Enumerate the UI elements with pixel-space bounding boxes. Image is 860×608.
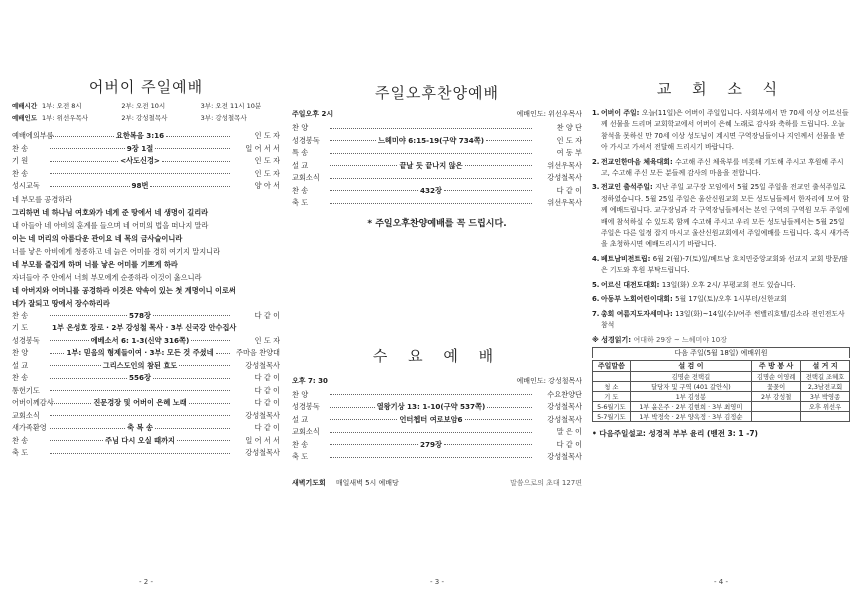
worship-line	[292, 172, 582, 185]
dot-leader	[444, 190, 532, 191]
duty-row	[593, 412, 850, 422]
worship-line	[12, 168, 280, 181]
line-person: 인 도 자	[254, 335, 280, 345]
news-text	[601, 280, 850, 291]
worship-line	[292, 185, 582, 198]
line-person: 강성철목사	[547, 414, 582, 424]
bulletin-page-3	[292, 0, 582, 608]
duty-cell: 전택길 조혜호	[801, 372, 850, 382]
dot-leader	[330, 457, 532, 458]
line-role: 찬 송	[12, 168, 29, 178]
service-schedule	[12, 100, 280, 124]
line-content: 98번	[131, 181, 149, 190]
line-content: 432장	[420, 185, 442, 195]
news-heading: 전교인 출석주일:	[601, 183, 656, 192]
worship-line	[12, 385, 280, 398]
service-row	[12, 112, 280, 124]
dot-leader	[179, 365, 230, 366]
line-role: 기 원	[12, 156, 29, 165]
duty-cell: 김명순 전택길	[630, 372, 751, 382]
worship-line	[292, 439, 582, 452]
dot-leader	[50, 453, 230, 454]
duty-cell	[593, 372, 631, 382]
bulletin-page-2	[12, 0, 280, 608]
dot-leader	[330, 394, 532, 395]
line-person: 다 같 이	[254, 310, 280, 320]
dot-leader	[150, 186, 230, 187]
line-person: 여 동 부	[556, 148, 582, 157]
line-role: 찬 송	[12, 310, 29, 320]
worship-line	[12, 322, 280, 335]
wednesday-time: 오후 7: 30	[292, 376, 328, 385]
line-role: 축 도	[292, 452, 309, 461]
duty-header-row	[593, 361, 850, 372]
news-text	[601, 309, 850, 332]
dot-leader	[216, 353, 230, 354]
duty-header: 주 방 봉 사	[752, 361, 801, 372]
news-item	[592, 294, 850, 305]
line-role: 찬 송	[12, 373, 29, 382]
line-role: 교회소식	[292, 173, 320, 182]
line-content: 578장	[129, 310, 151, 320]
verse-line: 내 아들아 네 아비의 훈계를 들으며 네 어미의 법을 떠나지 말라	[12, 220, 209, 230]
dot-leader	[487, 407, 532, 408]
service-cell: 1부: 오전 8시	[42, 102, 82, 110]
service-row	[12, 100, 280, 112]
worship-line	[12, 335, 280, 348]
line-content: 끝날 듯 끝나지 않은	[399, 160, 463, 170]
news-number: 7.	[592, 309, 600, 318]
worship-line	[12, 397, 280, 410]
dot-leader	[50, 173, 230, 174]
worship-line	[12, 130, 280, 143]
news-body: 오늘(11일)은 어버이 주일입니다. 사회부에서 만 70세 이상 어르신들께 선물을 드리며 교회학교에서 어버이 은혜 노래로 감사와 축하를 드립니다. 오늘 참석을 못하신 만 70세 이상 성도님이 계시면 구역장님들이나 지인께서 선물을 받아 가시고 가셔서 전달해 드리시기 바랍니다.	[601, 109, 849, 152]
line-role: 축 도	[12, 448, 29, 457]
line-role: 새가족환영	[12, 423, 47, 432]
line-role: 교회소식	[12, 410, 40, 420]
line-content: 진문경장 및 어버이 은혜 노래	[93, 398, 187, 407]
line-role: 성경봉독	[12, 335, 40, 345]
line-person: 인 도 자	[254, 168, 280, 178]
church-news-list	[592, 108, 850, 331]
duty-cell: 2,3남전교회	[801, 382, 850, 392]
line-content: 느헤미야 6:15-19(구약 734쪽)	[377, 135, 485, 145]
line-content: 279장	[420, 439, 442, 449]
worship-line	[12, 360, 280, 373]
page-number: - 2 -	[139, 578, 153, 586]
order-of-worship-continued	[12, 310, 280, 460]
line-role: 교회소식	[292, 427, 320, 436]
line-content: 축 복 송	[127, 423, 153, 432]
duty-cell: 꽃꽂이	[752, 382, 801, 392]
duty-cell: 1부 박정숙 · 2부 양옥정 · 3부 김정순	[630, 412, 751, 422]
dawn-prayer-info	[292, 478, 582, 488]
dot-leader	[50, 365, 101, 366]
line-role: 찬 송	[292, 185, 309, 195]
line-role: 성경봉독	[292, 402, 320, 411]
line-person: 인 도 자	[254, 156, 280, 165]
service-cell: 3부: 강성철목사	[200, 114, 247, 122]
line-content: 9장 1절	[126, 143, 154, 153]
wednesday-leader: 예배인도: 강성철목사	[516, 376, 582, 385]
news-number: 6.	[592, 295, 600, 304]
wednesday-order-of-worship	[292, 389, 582, 464]
line-person: 다 같 이	[254, 398, 280, 407]
worship-line	[292, 389, 582, 402]
line-content: 556장	[129, 373, 151, 382]
worship-line	[292, 160, 582, 173]
verse-line: 네 아버지와 어머니를 공경하라 이것은 약속이 있는 첫 계명이니 이로써	[12, 285, 236, 295]
news-body: 13일(화)~14일(수)/여주 썬밸리호텔/김소라 전인전도사 참석	[601, 309, 845, 329]
service-cell: 1부: 위선우목사	[42, 114, 89, 122]
dot-leader	[162, 161, 230, 162]
line-person: 일 어 서 서	[245, 143, 280, 153]
line-role: 어버이께감사	[12, 398, 54, 407]
line-person: 인 도 자	[254, 131, 280, 140]
line-role: 찬 양	[292, 123, 309, 132]
duty-cell	[752, 402, 801, 412]
news-item	[592, 280, 850, 291]
afternoon-order-of-worship	[292, 122, 582, 210]
duty-cell	[801, 412, 850, 422]
dot-leader	[50, 136, 114, 137]
bible-reading-range: 여대하 29장 ~ 느헤미야 10장	[633, 336, 727, 345]
news-heading: 총회 여름지도자세미나:	[601, 309, 676, 318]
worship-line	[12, 435, 280, 448]
worship-line	[292, 426, 582, 439]
worship-line	[12, 447, 280, 460]
service-leader: 예배인도: 위선우목사	[516, 110, 582, 118]
line-role: 통헌기도	[12, 385, 40, 395]
duty-caption: 다음 주일(5월 18일) 예배위원	[592, 347, 850, 358]
news-body: 6월 2(월)-7(토)일/베트남 호치민중앙교회와 선교지 교회 방문/많은 기도와 후원 부탁드립니다.	[601, 254, 848, 275]
duty-cell: 오후 위선우	[801, 402, 850, 412]
news-item	[592, 108, 850, 154]
worship-line	[12, 422, 280, 435]
bulletin-page-4	[592, 0, 850, 608]
dot-leader	[50, 340, 89, 341]
dot-leader	[330, 407, 375, 408]
wednesday-title: 수 요 예 배	[372, 346, 502, 365]
news-text	[601, 157, 850, 180]
duty-table	[592, 360, 850, 422]
line-person: 강성철목사	[245, 410, 280, 420]
duty-cell: 기 도	[593, 392, 631, 402]
verse-line: 네 부모를 즐겁게 하며 너를 낳은 어미를 기쁘게 하라	[12, 259, 178, 269]
dot-leader	[444, 444, 532, 445]
dot-leader	[330, 140, 376, 141]
service-time: 주일오후 2시	[292, 110, 334, 118]
line-person: 다 같 이	[254, 423, 280, 432]
line-person: 말 은 이	[556, 427, 582, 436]
worship-line	[292, 451, 582, 464]
dot-leader	[465, 165, 532, 166]
line-role: 특 송	[292, 148, 309, 157]
line-content: <사도신경>	[120, 156, 160, 165]
dot-leader	[50, 186, 130, 187]
dot-leader	[50, 390, 230, 391]
service-label: 예배시간	[12, 102, 38, 110]
verse-line: 자녀들아 주 안에서 너희 부모에게 순종하라 이것이 옳으니라	[12, 272, 202, 282]
duty-row	[593, 372, 850, 382]
line-person: 인 도 자	[556, 135, 582, 145]
attendance-notice: * 주일오후찬양예배를 꼭 드립시다.	[367, 218, 507, 229]
verse-line: 네가 잘되고 땅에서 장수하리라	[12, 298, 110, 308]
duty-cell: 3부 박영종	[801, 392, 850, 402]
dot-leader	[153, 315, 230, 316]
news-text	[601, 254, 850, 277]
duty-cell: 김명순 이영례	[752, 372, 801, 382]
line-person: 강성철목사	[245, 448, 280, 457]
dot-leader	[330, 165, 397, 166]
worship-line	[292, 135, 582, 148]
service-label: 예배인도	[12, 114, 38, 122]
news-heading: 어버이 주일:	[601, 109, 642, 117]
dawn-prayer-invite: 말씀으로의 초대 127편	[510, 478, 582, 487]
news-text	[601, 182, 850, 250]
dot-leader	[50, 148, 125, 149]
news-number: 3.	[592, 183, 600, 192]
line-person: 강성철목사	[547, 173, 582, 182]
worship-line	[12, 410, 280, 423]
duty-header: 설 거 지	[801, 361, 850, 372]
verse-line: 네 부모를 공경하라	[12, 194, 73, 204]
line-role: 성경봉독	[292, 135, 320, 145]
news-text	[601, 108, 850, 154]
page-title: 주일오후찬양예배	[375, 84, 499, 102]
worship-line	[292, 122, 582, 135]
duty-cell: 5-6월기도	[593, 402, 631, 412]
duty-header: 설 검 이	[630, 361, 751, 372]
news-heading: 전교인한마음 체육대회:	[601, 157, 676, 166]
dot-leader	[50, 378, 127, 379]
duty-cell	[752, 412, 801, 422]
wednesday-info	[292, 375, 582, 387]
dot-leader	[330, 128, 532, 129]
bible-reading	[592, 335, 850, 345]
line-role: 찬 송	[12, 143, 29, 153]
news-number: 2.	[592, 157, 600, 166]
line-content: 요한복음 3:16	[115, 131, 165, 140]
worship-line	[292, 147, 582, 160]
line-person: 다 같 이	[254, 373, 280, 382]
verse-line: 이는 네 머리의 아름다운 관이요 네 목의 금사슬이니라	[12, 233, 183, 243]
line-person: 강성철목사	[547, 402, 582, 411]
order-of-worship	[12, 130, 280, 193]
line-person: 위선우목사	[547, 160, 582, 170]
line-content: 그리스도인의 참된 효도	[102, 360, 178, 370]
service-cell: 2부: 강성철목사	[121, 114, 168, 122]
news-body: 13일(화) 오후 2시/ 부평교회 전도 있습니다.	[661, 280, 796, 289]
dot-leader	[189, 403, 230, 404]
news-heading: 아동부 노회어린이대회:	[601, 295, 676, 304]
dot-leader	[166, 136, 230, 137]
service-info	[292, 108, 582, 120]
dot-leader	[50, 440, 103, 441]
line-content: 주님 다시 오실 때까지	[105, 435, 175, 445]
worship-line	[12, 372, 280, 385]
line-person: 양 아 서	[254, 181, 280, 190]
dot-leader	[330, 190, 418, 191]
dawn-prayer-label: 새벽기도회	[292, 478, 326, 487]
line-person: 일 어 서 서	[245, 435, 280, 445]
news-heading: 어르신 대전도대회:	[601, 280, 662, 289]
page-title: 교 회 소 식	[656, 80, 786, 98]
line-person: 다 같 이	[556, 185, 582, 195]
dot-leader	[191, 340, 230, 341]
worship-line	[12, 310, 280, 323]
news-item	[592, 157, 850, 180]
line-role: 설 교	[12, 360, 29, 370]
line-person: 강성철목사	[245, 360, 280, 370]
worship-line	[292, 414, 582, 427]
dot-leader	[50, 428, 125, 429]
duty-row	[593, 382, 850, 392]
dot-leader	[330, 419, 397, 420]
line-content: 열왕기상 13: 1-10(구약 537쪽)	[376, 402, 486, 411]
line-person: 다 같 이	[254, 385, 280, 395]
worship-line	[12, 155, 280, 168]
worship-line	[12, 180, 280, 193]
dot-leader	[50, 353, 64, 354]
dot-leader	[50, 403, 91, 404]
page-title: 어버이 주일예배	[88, 78, 204, 96]
news-number: 1.	[592, 109, 600, 117]
news-body: 지난 주일 교구장 모임에서 5월 25일 주일을 전교인 출석주일로 정하였습니다. 5월 25일 주일은 울산신원교회 모든 성도님들께서 한자리에 모여 함께 예배드립니다. 교구장님과 각 구역장님들께서는 본인 구역의 구역원 모두 주일예배에 참석하실 수 있도록 함께 수고해 주시고 우리 모든 성도님들께서는 5월 25일 주일은 다른 일정 잡지 마시고 울산신원교회에서 주일예배를 드립니다. 혹시 새가족을 초청하시면 예배드리시기 바랍니다.	[601, 183, 850, 249]
line-role: 찬 송	[12, 435, 29, 445]
page-number: - 4 -	[714, 578, 728, 586]
line-role: 찬 송	[292, 439, 309, 449]
duty-cell: 5-7월기도	[593, 412, 631, 422]
news-body: 5월 17일(토)/오후 1시부터/신한교회	[675, 295, 787, 304]
line-role: 찬 양	[12, 348, 29, 357]
dot-leader	[330, 153, 532, 154]
line-person: 다 같 이	[556, 439, 582, 449]
dot-leader	[330, 203, 532, 204]
dot-leader	[330, 432, 532, 433]
duty-cell: 1부 윤은주 · 2부 김현희 · 3부 최영미	[630, 402, 751, 412]
news-item	[592, 309, 850, 332]
line-role: 축 도	[292, 198, 309, 207]
worship-line	[292, 401, 582, 414]
bible-reading-label: ※ 성경읽기:	[592, 336, 632, 345]
worship-line	[292, 197, 582, 210]
worship-line	[12, 347, 280, 360]
dot-leader	[330, 178, 532, 179]
duty-row	[593, 392, 850, 402]
dot-leader	[330, 444, 418, 445]
verse-line: 너를 낳은 아비에게 청종하고 네 늙은 어미를 경히 여기지 말지니라	[12, 246, 221, 256]
duty-cell: 청 소	[593, 382, 631, 392]
line-role: 예배에의부름	[12, 131, 54, 140]
next-sermon: • 다음주일설교: 성경적 부부 윤리 (벧전 3: 1 -7)	[592, 429, 758, 439]
news-body: 수고해 주신 체육부를 비롯해 기도해 주시고 후원해 주시고, 수고해 주신 모든 분들께 감사의 마음을 전합니다.	[601, 157, 844, 178]
line-person: 강성철목사	[547, 452, 582, 461]
dot-leader	[155, 148, 230, 149]
service-cell: 3부: 오전 11시 10분	[200, 102, 262, 110]
line-person: 위선우목사	[547, 198, 582, 207]
line-role: 성시교독	[12, 181, 40, 190]
duty-cell: 2부 강성철	[752, 392, 801, 402]
dot-leader	[177, 440, 230, 441]
line-content: 에베소서 6: 1-3(신약 316쪽)	[90, 335, 190, 345]
responsive-reading	[12, 193, 280, 310]
line-role: 기 도	[12, 323, 29, 332]
news-item	[592, 182, 850, 250]
line-role: 설 교	[292, 414, 309, 424]
line-content: 1부: 믿음의 형제들이여 · 3부: 모든 것 주셨네	[66, 348, 214, 357]
page-number: - 3 -	[430, 578, 444, 586]
line-person: 수요찬양단	[547, 389, 582, 399]
news-text	[601, 294, 850, 305]
news-number: 5.	[592, 280, 600, 289]
line-person: 찬 양 단	[556, 123, 582, 132]
duty-cell: 1부 김성봉	[630, 392, 751, 402]
duty-row	[593, 402, 850, 412]
dot-leader	[153, 378, 230, 379]
line-role: 찬 양	[292, 389, 309, 399]
line-content: 1부 온성호 장로 · 2부 강성철 목사 · 3부 신국강 안수집사	[52, 323, 237, 332]
dot-leader	[486, 140, 532, 141]
duty-header: 주일말씀	[593, 361, 631, 372]
dot-leader	[155, 428, 230, 429]
dawn-prayer-time: 매일새벽 5시 예배당	[335, 478, 399, 487]
duty-cell: 달당자 및 구역 (401 갈안식)	[630, 382, 751, 392]
worship-line	[12, 143, 280, 156]
dot-leader	[50, 415, 230, 416]
news-number: 4.	[592, 254, 600, 263]
line-content: 언터쳅터 여로보암6	[399, 414, 463, 424]
line-person: 주마음 찬양대	[236, 348, 280, 357]
line-role: 설 교	[292, 160, 309, 170]
verse-line: 그리하면 네 하나님 여호와가 네게 준 땅에서 네 생명이 길리라	[12, 207, 209, 217]
dot-leader	[465, 419, 532, 420]
dot-leader	[50, 161, 118, 162]
dot-leader	[50, 315, 127, 316]
news-heading: 베트남비전트립:	[601, 254, 653, 263]
news-item	[592, 254, 850, 277]
service-cell: 2부: 오전 10시	[121, 102, 166, 110]
